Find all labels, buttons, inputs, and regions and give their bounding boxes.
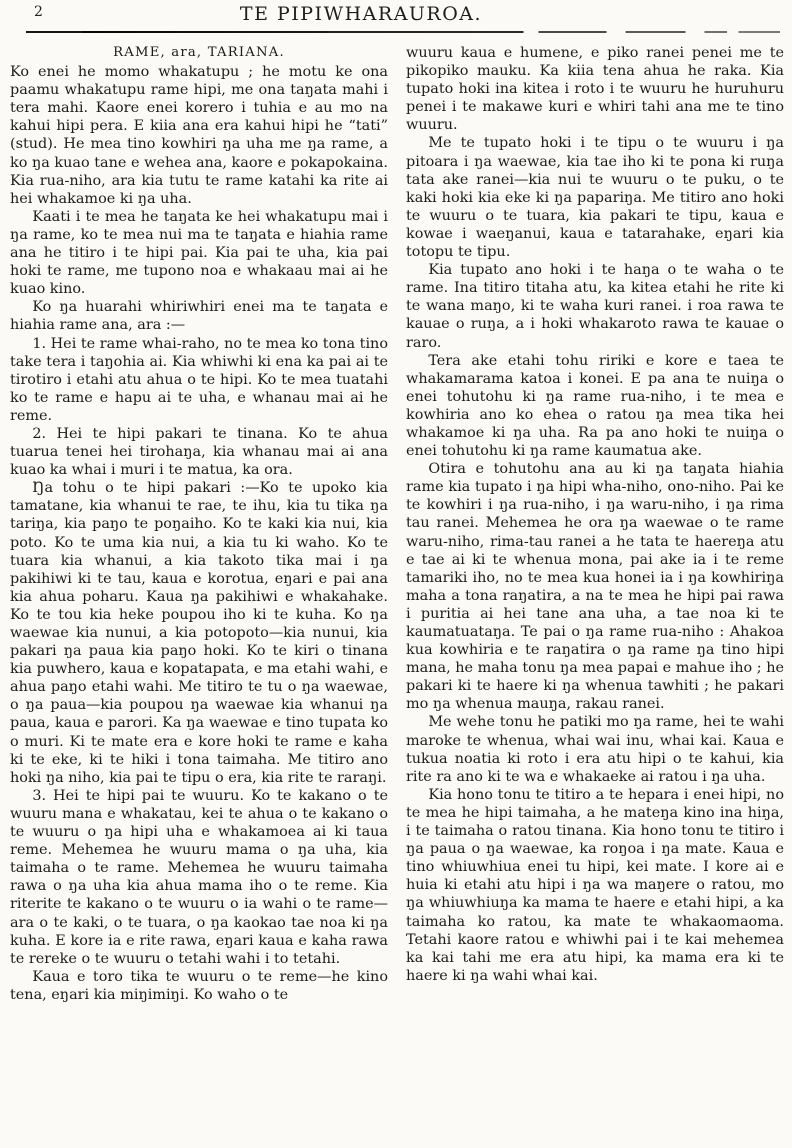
page-header: [0, 0, 792, 30]
paragraph: 2. Hei te hipi pakari te tinana. Ko te ahua tuarua tenei hei tirohaŋa, kia whanau mai ai ana kuao ka whai i muri i te matua, ka ora.: [10, 425, 388, 479]
paragraph: Kaati i te mea he taŋata ke hei whakatupu mai i ŋa rame, ko te mea nui ma te taŋata e hiahia rame ana he titiro i te hipi pai. Kia pai te uha, kia pai hoki te rame, me tupono noa e whakaau mai ai he kuao kino.: [10, 208, 388, 298]
page-number: 2: [34, 4, 43, 20]
paragraph: wuuru kaua e humene, e piko ranei penei me te pikopiko mauku. Ka kiia tena ahua he raka. Kia tupato hoki ina kitea i roto i te wuuru he huruhuru penei i te makawe kuri e whiri tahi ana me te tino wuuru.: [406, 45, 784, 134]
paragraph: Kaua e toro tika te wuuru o te reme—he kino tena, eŋari kia miŋimiŋi. Ko waho o te: [10, 968, 388, 1003]
article-heading: RAME, ara, TARIANA.: [113, 45, 285, 60]
paragraph: Me wehe tonu he patiki mo ŋa rame, hei te wahi maroke te whenua, whai wai inu, whai kai. Kaua e tukua noatia ki roto i era atu hipi o te kahui, kia rite ra ano ki te wa e whakaeke ai ratou i ŋa uha.: [406, 714, 784, 785]
paragraph: Ko enei he momo whakatupu ; he motu ke ona paamu whakatupu rame hipi, me ona taŋata mahi i tera mahi. Kaore enei korero i tuhia e au mo na kahui hipi pera. E kiia ana era kahui hipi he “tati” (stud). He mea tino kowhiri ŋa uha me ŋa rame, a ko ŋa kuao tane e wehea ana, kaore e pokapokaina. Kia rua-niho, ara kia tutu te rame katahi ka rite ai hei whakamoe ki ŋa uha.: [10, 64, 388, 207]
paragraph: Ŋa tohu o te hipi pakari :—Ko te upoko kia tamatane, kia whanui te rae, te ihu, kia tu tika ŋa tariŋa, kia paŋo te poŋaiho. Ko te kaki kia nui, kia poto. Ko te uma kia nui, a kia tu ki waho. Ko te tuara kia whanui, a kia takoto tika mai i ŋa pakihiwi ki te tau, kaua e korotua, eŋari e pai ana kia ahua poharu. Kaua ŋa pakihiwi e whakahake. Ko te tou kia heke poupou iho ki te kuha. Ko ŋa waewae kia nunui, a kia potopoto—kia nunui, kia pakari ŋa paua kia paŋo hoki. Ko te kiri o tinana kia puwhero, kaua e kopatapata, e ma etahi wahi, e ahua paŋo etahi wahi. Me titiro te tu o ŋa waewae, o ŋa paua—kia poupou ŋa waewae kia whanui ŋa paua, kaua e parori. Ka ŋa waewae e tino tupata ko o muri. Ki te mate era e kore hoki te rame e kaha ki te eke, ki te hiki i tona taimaha. Me titiro ano hoki ŋa niho, kia pai te tipu o era, kia rite te raraŋi.: [10, 480, 388, 786]
paragraph: Kia hono tonu te titiro a te hepara i enei hipi, no te mea he hipi taimaha, a he mateŋa kino ina hiŋa, i te taimaha o ratou tinana. Kia hono tonu te titiro i ŋa paua o ŋa waewae, ka roŋoa i ŋa mate. Kaua e tino whiuwhiua enei tu hipi, kei mate. I kore ai e huia ki etahi atu hipi i ŋa wa maŋere o ratou, mo ŋa whiuwhiuŋa ka mama te haere e etahi hipi, a ka taimaha ko ratou, ka mate te whakaomaoma. Tetahi kaore ratou e whiwhi pai i te kai mehemea ka kai tahi me era atu hipi, ka mama era ki te haere ki ŋa wahi whai kai.: [406, 786, 784, 984]
paragraph: Kia tupato ano hoki i te haŋa o te waha o te rame. Ina titiro titaha atu, ka kitea etahi he rite ki te wana maŋo, ki te waha kuri ranei. i roa rawa te kauae o ruŋa, a i hoki whakaroto rawa te kauae o raro.: [406, 262, 784, 351]
paragraph: 1. Hei te rame whai-raho, no te mea ko tona tino take tera i taŋohia ai. Kia whiwhi ki ena ka pai ai te tirotiro i etahi atu ahua o te hipi. Ko te mea tuatahi ko te rame e hapu ai te uha, e whanau mai ai he reme.: [10, 335, 388, 424]
paragraph: Ko ŋa huarahi whiriwhiri enei ma te taŋata e hiahia rame ana, ara :—: [10, 299, 388, 334]
left-column: [10, 44, 388, 1146]
article-body: [10, 44, 784, 1146]
paragraph: Tera ake etahi tohu ririki e kore e taea te whakamarama katoa i konei. E pa ana te nuiŋa o enei tohutohu ki ŋa rame rua-niho, i te mea e kowhiria ano ko ehea o ratou ŋa mea tika hei whakamoe ki ŋa uha. Ra pa ano hoki te nuiŋa o enei tohutohu ki ŋa rame kaumatua ake.: [406, 352, 784, 460]
header-rule: [26, 31, 780, 34]
right-column: [406, 44, 784, 1146]
paragraph: Otira e tohutohu ana au ki ŋa taŋata hiahia rame kia tupato i ŋa hipi wha-niho, ono-niho. Pai ke te kowhiri i ŋa rua-niho, i ŋa waru-niho, i ŋa rima tau ranei. Mehemea he ora ŋa waewae o te rame waru-niho, rima-tau ranei a he tata te haereŋa atu e tae ai ki te whenua mona, pai ake ia i te reme tamariki iho, no te mea kua honei ia i ŋa kowhiriŋa maha a tona raŋatira, a na te mea he hipi pai rawa i puritia ai hei tane ana uha, a tae noa ki te kaumatuataŋa. Te pai o ŋa rame rua-niho : Ahakoa kua kowhiria e te raŋatira o ŋa rame ŋa tino hipi mana, he maha tonu ŋa mea papai e mahue iho ; he pakari ki te haere ki ŋa whenua tawhiti ; he pakari mo ŋa whenua mauŋa, rakau ranei.: [406, 461, 784, 713]
left-column-text: [10, 63, 388, 1004]
paragraph: Me te tupato hoki i te tipu o te wuuru i ŋa pitoara i ŋa waewae, kia tae iho ki te pona ki ruŋa tata ake ranei—kia nui te wuuru o te puku, o te kaki hoki kia eke ki ŋa papariŋa. Me titiro ano hoki te wuuru o te tuara, kia pakari te tipu, kaua e kowae i waeŋanui, kaua e tatarahake, eŋari kia totopu te tipu.: [406, 135, 784, 261]
masthead-title: TE PIPIWHARAUROA.: [239, 3, 483, 25]
paragraph: 3. Hei te hipi pai te wuuru. Ko te kakano o te wuuru mana e whakatau, kei te ahua o te kakano o te wuuru o ŋa hipi uha e whakamoea ai ki taua reme. Mehemea he wuuru mama o ŋa uha, kia taimaha o te rame. Mehemea he wuuru taimaha rawa o ŋa uha kia ahua mama iho o te reme. Kia riterite te kakano o te wuuru o ia wahi o te rame—ara o te kaki, o te tuara, o ŋa kaokao tae noa ki ŋa kuha. E kore ia e rite rawa, eŋari kaua e kaha rawa te rereke o te wuuru o tetahi wahi i to tetahi.: [10, 787, 388, 967]
right-column-text: [406, 44, 784, 985]
